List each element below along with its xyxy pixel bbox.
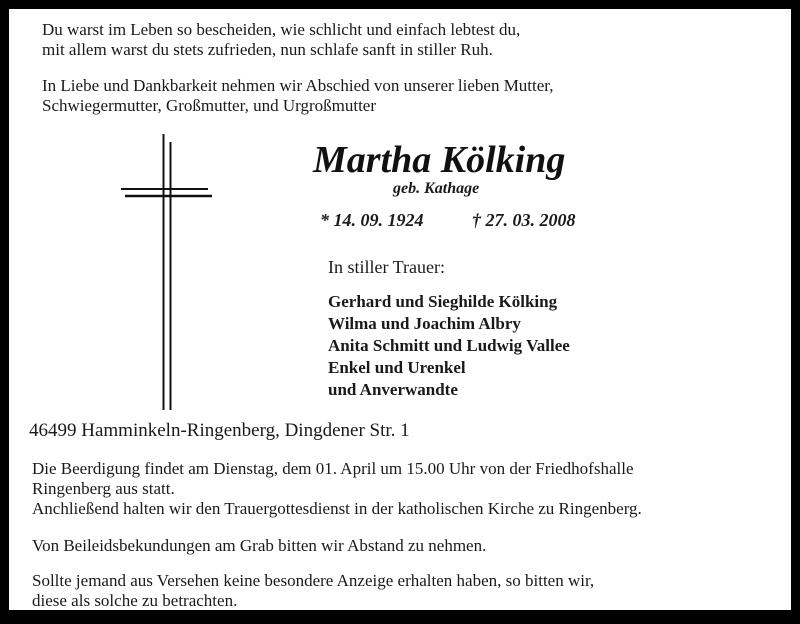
condolences-note: Von Beileidsbekundungen am Grab bitten wir Abstand zu nehmen.: [32, 536, 487, 555]
address: 46499 Hamminkeln-Ringenberg, Dingdener Str. 1: [29, 420, 410, 441]
mourning-label: In stiller Trauer:: [328, 257, 445, 277]
poem-line: Du warst im Leben so bescheiden, wie schlicht und einfach lebtest du,: [42, 20, 521, 39]
intro-line: In Liebe und Dankbarkeit nehmen wir Abschied von unserer lieben Mutter,: [42, 76, 554, 95]
mourner: Enkel und Urenkel: [328, 358, 466, 377]
death-date: † 27. 03. 2008: [472, 210, 576, 230]
intro-line: Schwiegermutter, Großmutter, und Urgroßmutter: [42, 96, 376, 115]
mourner: Gerhard und Sieghilde Kölking: [328, 292, 558, 311]
poem-line: mit allem warst du stets zufrieden, nun schlafe sanft in stiller Ruh.: [42, 40, 493, 59]
closing-line: Sollte jemand aus Versehen keine besondere Anzeige erhalten haben, so bitten wir,: [32, 571, 595, 590]
maiden-name: geb. Kathage: [393, 180, 480, 197]
mourner: und Anverwandte: [328, 380, 458, 399]
birth-date: * 14. 09. 1924: [320, 210, 424, 230]
funeral-line: Die Beerdigung findet am Dienstag, dem 01. April um 15.00 Uhr von der Friedhofshalle: [32, 459, 634, 478]
funeral-line: Ringenberg aus statt.: [32, 479, 175, 498]
deceased-name: Martha Kölking: [313, 139, 566, 181]
funeral-line: Anchließend halten wir den Trauergottesdienst in der katholischen Kirche zu Ringenberg.: [32, 499, 642, 518]
closing-line: diese als solche zu betrachten.: [32, 591, 238, 610]
mourner: Anita Schmitt und Ludwig Vallee: [328, 336, 570, 355]
mourner: Wilma und Joachim Albry: [328, 314, 521, 333]
